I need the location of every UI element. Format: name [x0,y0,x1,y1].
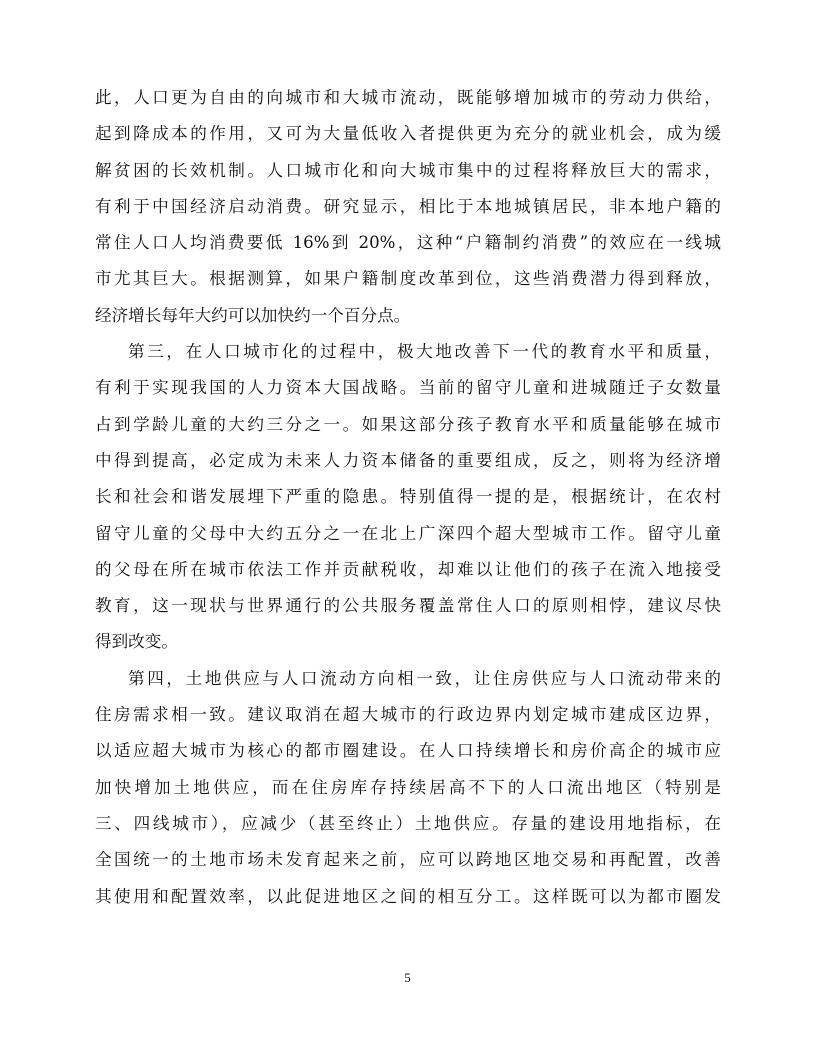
text-line: 其使用和配置效率，以此促进地区之间的相互分工。这样既可以为都市圈发 [95,886,721,906]
body-text [95,80,721,915]
text-line: 有利于中国经济启动消费。研究显示，相比于本地城镇居民，非本地户籍的 [95,196,721,216]
page-number: 5 [404,970,411,985]
text-line: 以适应超大城市为核心的都市圈建设。在人口持续增长和房价高企的城市应 [95,741,721,761]
text-line: 解贫困的长效机制。人口城市化和向大城市集中的过程将释放巨大的需求， [95,160,721,180]
text-line: 加快增加土地供应，而在住房库存持续居高不下的人口流出地区（特别是 [95,777,721,797]
text-line: 占到学龄儿童的大约三分之一。如果这部分孩子教育水平和质量能够在城市 [95,414,721,434]
text-line: 三、四线城市），应减少（甚至终止）土地供应。存量的建设用地指标，在 [95,813,721,833]
text-line: 有利于实现我国的人力资本大国战略。当前的留守儿童和进城随迁子女数量 [95,378,721,398]
text-line: 的父母在所在城市依法工作并贡献税收，却难以让他们的孩子在流入地接受 [95,559,721,579]
text-line: 长和社会和谐发展埋下严重的隐患。特别值得一提的是，根据统计，在农村 [95,487,721,507]
text-line: 中得到提高，必定成为未来人力资本储备的重要组成，反之，则将为经济增 [95,450,721,470]
text-line: 留守儿童的父母中大约五分之一在北上广深四个超大型城市工作。留守儿童 [95,523,721,543]
text-line: 全国统一的土地市场未发育起来之前，应可以跨地区地交易和再配置，改善 [95,850,721,870]
text-line: 得到改变。 [95,632,178,652]
text-line: 住房需求相一致。建议取消在超大城市的行政边界内划定城市建成区边界， [95,705,721,725]
text-line: 教育，这一现状与世界通行的公共服务覆盖常住人口的原则相悖，建议尽快 [95,596,721,616]
text-line: 起到降成本的作用，又可为大量低收入者提供更为充分的就业机会，成为缓 [95,124,721,144]
text-line: 此，人口更为自由的向城市和大城市流动，既能够增加城市的劳动力供给， [95,88,721,107]
text-line: 市尤其巨大。根据测算，如果户籍制度改革到位，这些消费潜力得到释放， [95,269,721,289]
text-line: 常住人口人均消费要低 16%到 20%，这种“户籍制约消费”的效应在一线城 [95,233,721,253]
text-line: 第四，土地供应与人口流动方向相一致，让住房供应与人口流动带来的 [128,668,721,688]
text-line: 第三，在人口城市化的过程中，极大地改善下一代的教育水平和质量， [128,342,721,362]
text-line: 经济增长每年大约可以加快约一个百分点。 [95,305,411,325]
